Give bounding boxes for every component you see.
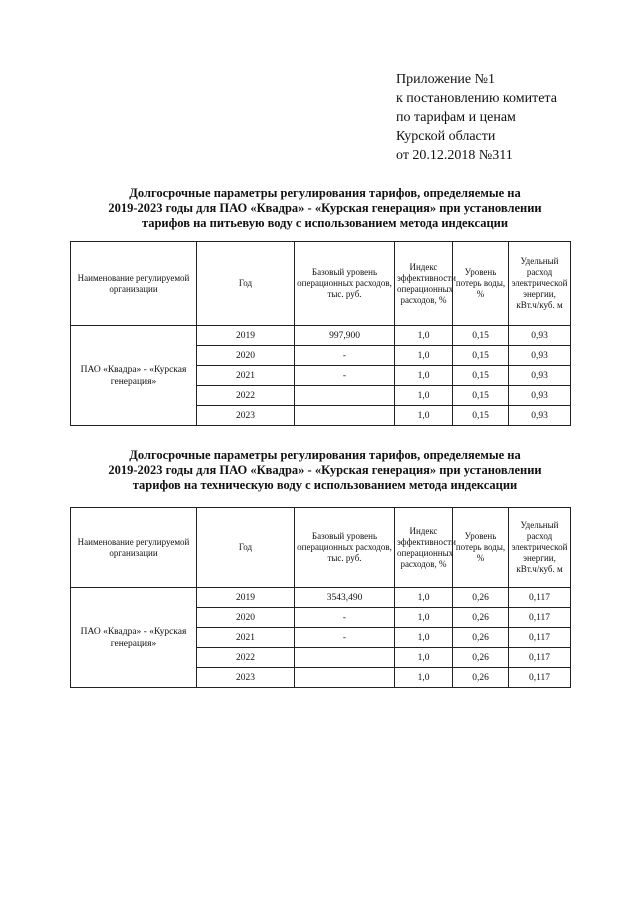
index-cell: 1,0 <box>395 366 453 386</box>
base-cell: 997,900 <box>295 326 395 346</box>
energy-cell: 0,93 <box>509 406 571 426</box>
energy-cell: 0,93 <box>509 366 571 386</box>
header-base-expenses: Базовый уровень операционных расходов, тыс. руб. <box>295 242 395 326</box>
table-header-row <box>71 242 571 326</box>
header-year: Год <box>197 508 295 588</box>
energy-cell: 0,93 <box>509 326 571 346</box>
base-cell: - <box>295 366 395 386</box>
energy-cell: 0,117 <box>509 628 571 648</box>
loss-cell: 0,15 <box>453 346 509 366</box>
loss-cell: 0,26 <box>453 588 509 608</box>
header-org: Наименование регулируемой организации <box>71 508 197 588</box>
header-org: Наименование регулируемой организации <box>71 242 197 326</box>
base-cell: - <box>295 346 395 366</box>
org-name-cell: ПАО «Квадра» - «Курская генерация» <box>71 326 197 426</box>
appendix-line: по тарифам и ценам <box>396 110 516 125</box>
appendix-block <box>396 70 557 165</box>
header-energy-use: Удельный расход электрической энергии, кВт.ч/куб. м <box>509 508 571 588</box>
appendix-line: Курской области <box>396 129 496 144</box>
base-cell <box>295 406 395 426</box>
index-cell: 1,0 <box>395 386 453 406</box>
header-efficiency-index: Индекс эффективности операционных расходов, % <box>395 242 453 326</box>
energy-cell: 0,117 <box>509 668 571 688</box>
year-cell: 2020 <box>197 346 295 366</box>
year-cell: 2019 <box>197 588 295 608</box>
index-cell: 1,0 <box>395 628 453 648</box>
loss-cell: 0,26 <box>453 668 509 688</box>
loss-cell: 0,15 <box>453 386 509 406</box>
index-cell: 1,0 <box>395 648 453 668</box>
loss-cell: 0,15 <box>453 406 509 426</box>
base-cell: - <box>295 608 395 628</box>
header-energy-use: Удельный расход электрической энергии, кВт.ч/куб. м <box>509 242 571 326</box>
energy-cell: 0,117 <box>509 608 571 628</box>
year-cell: 2019 <box>197 326 295 346</box>
table-1-heading: Долгосрочные параметры регулирования тарифов, определяемые на 2019-2023 годы для ПАО «Квадра» - «Курская генерация» при установлении тарифов на питьевую воду с использованием метода индексации <box>108 186 542 230</box>
header-water-loss: Уровень потерь воды, % <box>453 508 509 588</box>
year-cell: 2023 <box>197 668 295 688</box>
org-name-cell: ПАО «Квадра» - «Курская генерация» <box>71 588 197 688</box>
energy-cell: 0,117 <box>509 648 571 668</box>
table-header-row <box>71 508 571 588</box>
year-cell: 2022 <box>197 386 295 406</box>
base-cell <box>295 668 395 688</box>
header-water-loss: Уровень потерь воды, % <box>453 242 509 326</box>
header-year: Год <box>197 242 295 326</box>
table-row <box>71 588 571 608</box>
header-efficiency-index: Индекс эффективности операционных расходов, % <box>395 508 453 588</box>
header-base-expenses: Базовый уровень операционных расходов, тыс. руб. <box>295 508 395 588</box>
index-cell: 1,0 <box>395 326 453 346</box>
table-2-heading: Долгосрочные параметры регулирования тарифов, определяемые на 2019-2023 годы для ПАО «Квадра» - «Курская генерация» при установлении тарифов на техническую воду с использованием метода индексации <box>108 448 542 492</box>
index-cell: 1,0 <box>395 588 453 608</box>
index-cell: 1,0 <box>395 668 453 688</box>
appendix-line: к постановлению комитета <box>396 91 557 106</box>
energy-cell: 0,117 <box>509 588 571 608</box>
base-cell <box>295 648 395 668</box>
year-cell: 2022 <box>197 648 295 668</box>
technical-water-params-table <box>70 507 571 688</box>
energy-cell: 0,93 <box>509 386 571 406</box>
index-cell: 1,0 <box>395 608 453 628</box>
index-cell: 1,0 <box>395 406 453 426</box>
base-cell: - <box>295 628 395 648</box>
table-row <box>71 326 571 346</box>
base-cell: 3543,490 <box>295 588 395 608</box>
loss-cell: 0,15 <box>453 366 509 386</box>
year-cell: 2021 <box>197 366 295 386</box>
loss-cell: 0,26 <box>453 608 509 628</box>
year-cell: 2020 <box>197 608 295 628</box>
index-cell: 1,0 <box>395 346 453 366</box>
loss-cell: 0,15 <box>453 326 509 346</box>
appendix-line: от 20.12.2018 №311 <box>396 148 513 163</box>
base-cell <box>295 386 395 406</box>
loss-cell: 0,26 <box>453 648 509 668</box>
year-cell: 2021 <box>197 628 295 648</box>
year-cell: 2023 <box>197 406 295 426</box>
loss-cell: 0,26 <box>453 628 509 648</box>
appendix-line: Приложение №1 <box>396 72 495 87</box>
drinking-water-params-table <box>70 241 571 426</box>
energy-cell: 0,93 <box>509 346 571 366</box>
